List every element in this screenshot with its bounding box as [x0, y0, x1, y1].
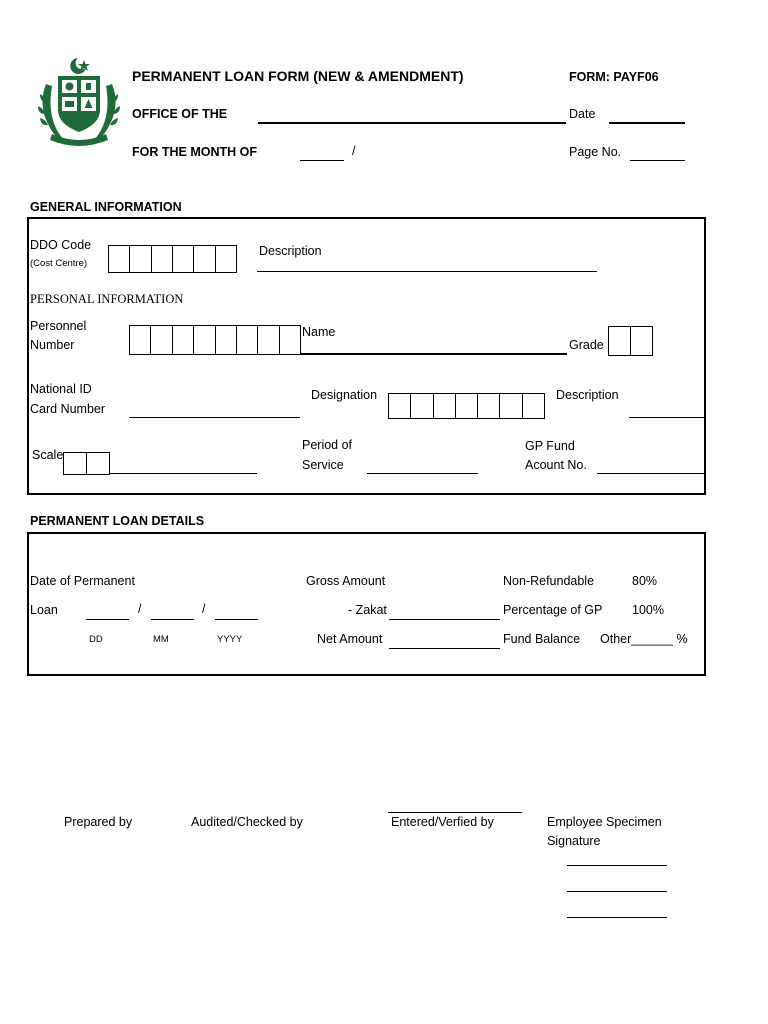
month-label: FOR THE MONTH OF — [132, 145, 257, 159]
ddo-code-boxes[interactable] — [108, 245, 237, 273]
office-label: OFFICE OF THE — [132, 107, 228, 121]
loan-date-label-2: Loan — [30, 603, 58, 617]
prepared-by-label: Prepared by — [64, 815, 133, 829]
designation-label: Designation — [311, 388, 378, 402]
month-separator: / — [352, 144, 356, 158]
description2-label: Description — [556, 388, 619, 402]
period-field[interactable] — [367, 473, 478, 474]
page-label: Page No. — [569, 145, 622, 159]
name-label: Name — [302, 325, 336, 339]
grade-boxes[interactable] — [608, 326, 653, 356]
signature-line-3[interactable] — [567, 917, 667, 918]
personnel-label-2: Number — [30, 338, 75, 352]
pct-80-option[interactable]: 80% — [632, 574, 658, 588]
form-code: FORM: PAYF06 — [569, 70, 659, 84]
month-field[interactable] — [300, 160, 344, 161]
yyyy-caption: YYYY — [217, 634, 243, 645]
non-refundable-label: Non-Refundable — [503, 574, 595, 588]
loan-date-sep-2: / — [202, 602, 206, 616]
personal-heading: PERSONAL INFORMATION — [30, 292, 184, 306]
loan-yyyy-field[interactable] — [215, 619, 258, 620]
loan-dd-field[interactable] — [86, 619, 129, 620]
grade-label: Grade — [569, 338, 604, 352]
net-amount-field[interactable] — [389, 648, 500, 649]
nid-field[interactable] — [129, 417, 300, 418]
gp-account-field[interactable] — [597, 473, 704, 474]
signature-line-1[interactable] — [567, 865, 667, 866]
page-field[interactable] — [630, 160, 685, 161]
nid-label-2: Card Number — [30, 402, 106, 416]
loan-date-label-1: Date of Permanent — [30, 574, 135, 588]
general-heading: GENERAL INFORMATION — [30, 200, 182, 214]
government-emblem-icon — [34, 54, 124, 148]
audited-by-label: Audited/Checked by — [191, 815, 303, 829]
specimen-label-2: Signature — [547, 834, 601, 848]
pct-100-option[interactable]: 100% — [632, 603, 664, 617]
period-label-1: Period of — [302, 438, 353, 452]
personnel-number-boxes[interactable] — [129, 325, 301, 355]
gp-label-1: GP Fund — [525, 439, 575, 453]
date-label: Date — [569, 107, 596, 121]
description2-field[interactable] — [629, 417, 704, 418]
nid-label-1: National ID — [30, 382, 92, 396]
scale-field[interactable] — [110, 473, 257, 474]
entered-by-label: Entered/Verfied by — [391, 815, 494, 829]
form-title: PERMANENT LOAN FORM (NEW & AMENDMENT) — [132, 68, 464, 84]
designation-boxes[interactable] — [388, 393, 545, 419]
dd-caption: DD — [89, 634, 103, 645]
gross-amount-label: Gross Amount — [306, 574, 386, 588]
period-label-2: Service — [302, 458, 344, 472]
percentage-gp-label: Percentage of GP — [503, 603, 603, 617]
gp-label-2: Acount No. — [525, 458, 587, 472]
scale-label: Scale — [32, 448, 64, 462]
mm-caption: MM — [153, 634, 169, 645]
ddo-sublabel: (Cost Centre) — [30, 258, 88, 269]
entered-by-line[interactable] — [388, 812, 522, 813]
description-label: Description — [259, 244, 322, 258]
office-field[interactable] — [258, 122, 566, 124]
personnel-label-1: Personnel — [30, 319, 87, 333]
zakat-field[interactable] — [389, 619, 500, 620]
signature-line-2[interactable] — [567, 891, 667, 892]
description-field[interactable] — [257, 271, 597, 272]
loan-date-sep-1: / — [138, 602, 142, 616]
loan-mm-field[interactable] — [151, 619, 194, 620]
scale-boxes[interactable] — [63, 452, 110, 475]
name-field[interactable] — [300, 353, 567, 355]
ddo-label: DDO Code — [30, 238, 92, 252]
pct-other-option[interactable]: Other______ % — [600, 632, 688, 646]
date-field[interactable] — [609, 122, 685, 124]
net-amount-label: Net Amount — [317, 632, 383, 646]
loan-heading: PERMANENT LOAN DETAILS — [30, 514, 205, 528]
zakat-label: - Zakat — [348, 603, 387, 617]
specimen-label-1: Employee Specimen — [547, 815, 662, 829]
fund-balance-label: Fund Balance — [503, 632, 581, 646]
